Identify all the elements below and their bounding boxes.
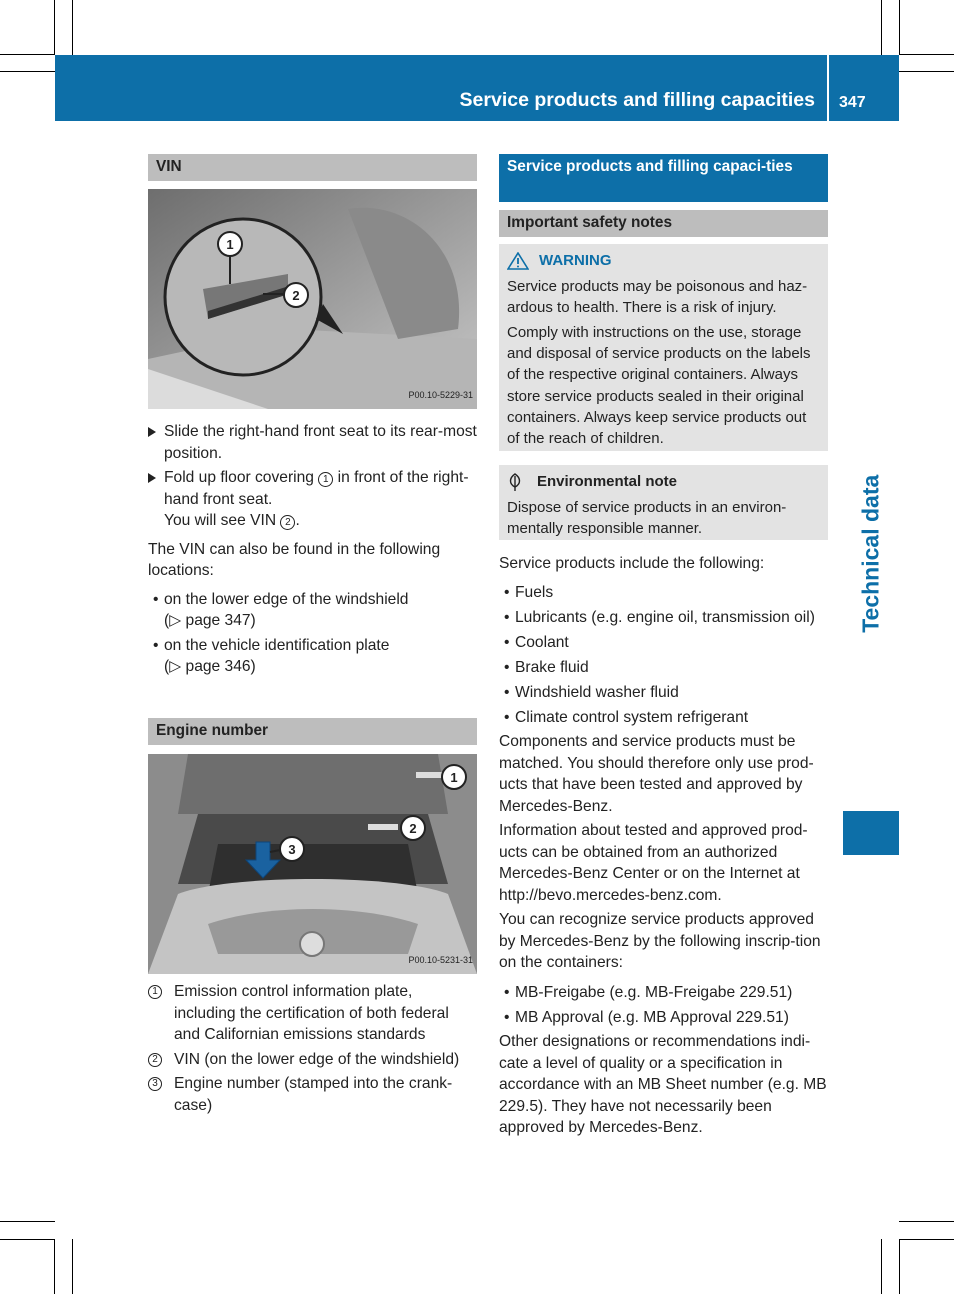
- vin-location-image: [148, 189, 477, 409]
- warning-title: WARNING: [507, 250, 820, 272]
- crop-mark: [0, 1221, 55, 1222]
- chapter-tab-marker: [843, 811, 899, 855]
- page-number: 347: [839, 94, 866, 111]
- approval-list: [499, 982, 828, 1029]
- step-arrow-icon: [148, 473, 156, 483]
- chapter-tab: [843, 121, 899, 811]
- crop-mark: [54, 1239, 55, 1294]
- step-arrow-icon: [148, 427, 156, 437]
- svg-text:2: 2: [409, 821, 417, 836]
- crop-mark: [0, 71, 55, 72]
- crop-mark: [899, 54, 954, 55]
- legend-item: 3 Engine number (stamped into the crank-case): [148, 1073, 477, 1116]
- chapter-tab-label: Technical data: [857, 474, 884, 633]
- list-item: • Windshield washer fluid: [499, 682, 828, 704]
- service-products-list: [499, 582, 828, 729]
- vin-location-illustration: [148, 189, 477, 409]
- legend-item: 2 VIN (on the lower edge of the windshield): [148, 1049, 477, 1071]
- image-reference-code: P00.10-5229-31: [408, 389, 473, 400]
- crop-mark: [899, 71, 954, 72]
- list-item: • MB-Freigabe (e.g. MB-Freigabe 229.51): [499, 982, 828, 1004]
- vin-heading: VIN: [148, 154, 477, 181]
- crop-mark: [881, 0, 882, 55]
- list-item: • on the vehicle identification plate (▷ page 346): [148, 635, 477, 678]
- page-header: [55, 55, 899, 121]
- list-item: • Climate control system refrigerant: [499, 707, 828, 729]
- crop-mark: [72, 1239, 73, 1294]
- page-title: Service products and filling capacities: [459, 89, 815, 111]
- callout-number-icon: 2: [280, 515, 295, 530]
- callout-number-icon: 2: [148, 1053, 162, 1067]
- section-heading: Service products and filling capaci-ties: [499, 154, 828, 202]
- environmental-note-title: Environmental note: [507, 471, 820, 493]
- svg-text:3: 3: [288, 842, 296, 857]
- vin-steps: [148, 421, 477, 678]
- include-intro: Service products include the following:: [499, 555, 765, 572]
- image-reference-code: P00.10-5231-31: [408, 954, 473, 965]
- environmental-note-text: Dispose of service products in an environ-mentally responsible manner.: [507, 498, 787, 537]
- engine-number-image: [148, 754, 477, 974]
- list-item: • MB Approval (e.g. MB Approval 229.51): [499, 1007, 828, 1029]
- crop-mark: [881, 1239, 882, 1294]
- service-products-body: [499, 553, 828, 1139]
- list-item: • on the lower edge of the windshield (▷ page 347): [148, 589, 477, 632]
- step-item: Fold up floor covering 1 in front of the right-hand front seat. You will see VIN 2 .: [148, 467, 477, 532]
- svg-text:1: 1: [450, 770, 458, 785]
- svg-text:2: 2: [292, 288, 300, 303]
- paragraph: You can recognize service products approved by Mercedes-Benz by the following inscrip-tion on the containers:: [499, 911, 821, 971]
- crop-mark: [72, 0, 73, 55]
- list-item: • Lubricants (e.g. engine oil, transmission oil): [499, 607, 828, 629]
- list-item: • Brake fluid: [499, 657, 828, 679]
- engine-legend: [148, 981, 477, 1116]
- environmental-note-box: [499, 465, 828, 540]
- crop-mark: [0, 1239, 55, 1240]
- vin-locations-list: [148, 589, 477, 678]
- leaf-icon: [507, 472, 523, 492]
- safety-notes-heading: Important safety notes: [499, 210, 828, 237]
- paragraph: Components and service products must be matched. You should therefore only use prod-ucts that have been tested and approved by Mercedes-Benz.: [499, 733, 814, 815]
- warning-box: [499, 244, 828, 451]
- warning-text: Service products may be poisonous and haz-ardous to health. There is a risk of injury.: [507, 277, 808, 316]
- warning-triangle-icon: [507, 252, 529, 270]
- paragraph: Information about tested and approved prod-ucts can be obtained from an authorized Mercedes-Benz Center or on the Internet at http://bevo.mercedes-benz.com.: [499, 822, 808, 904]
- svg-text:1: 1: [226, 237, 234, 252]
- engine-number-heading: Engine number: [148, 718, 477, 745]
- page-reference-link[interactable]: (▷ page 347): [164, 612, 256, 629]
- warning-text: Comply with instructions on the use, storage and disposal of service products on the labels of the respective original containers. Always store service products sealed in their original containers. Always keep service products out of the reach of children.: [507, 323, 811, 447]
- crop-mark: [899, 1221, 954, 1222]
- crop-mark: [899, 0, 900, 55]
- list-item: • Coolant: [499, 632, 828, 654]
- legend-item: 1 Emission control information plate, including the certification of both federal and Californian emissions standards: [148, 981, 477, 1046]
- callout-number-icon: 1: [148, 985, 162, 999]
- crop-mark: [0, 54, 55, 55]
- engine-bay-illustration: [148, 754, 477, 974]
- crop-mark: [899, 1239, 900, 1294]
- list-item: • Fuels: [499, 582, 828, 604]
- paragraph: Other designations or recommendations indi-cate a level of quality or a specification in accordance with an MB Sheet number (e.g. MB 229.5). They have not necessarily been approved by Mercedes-Benz.: [499, 1033, 827, 1136]
- page-reference-link[interactable]: (▷ page 346): [164, 658, 256, 675]
- header-divider: [827, 55, 829, 121]
- callout-number-icon: 3: [148, 1077, 162, 1091]
- vin-locations-intro: The VIN can also be found in the following locations:: [148, 540, 441, 579]
- callout-number-icon: 1: [318, 472, 333, 487]
- step-item: Slide the right-hand front seat to its rear-most position.: [148, 421, 477, 464]
- crop-mark: [54, 0, 55, 55]
- crop-mark: [899, 1239, 954, 1240]
